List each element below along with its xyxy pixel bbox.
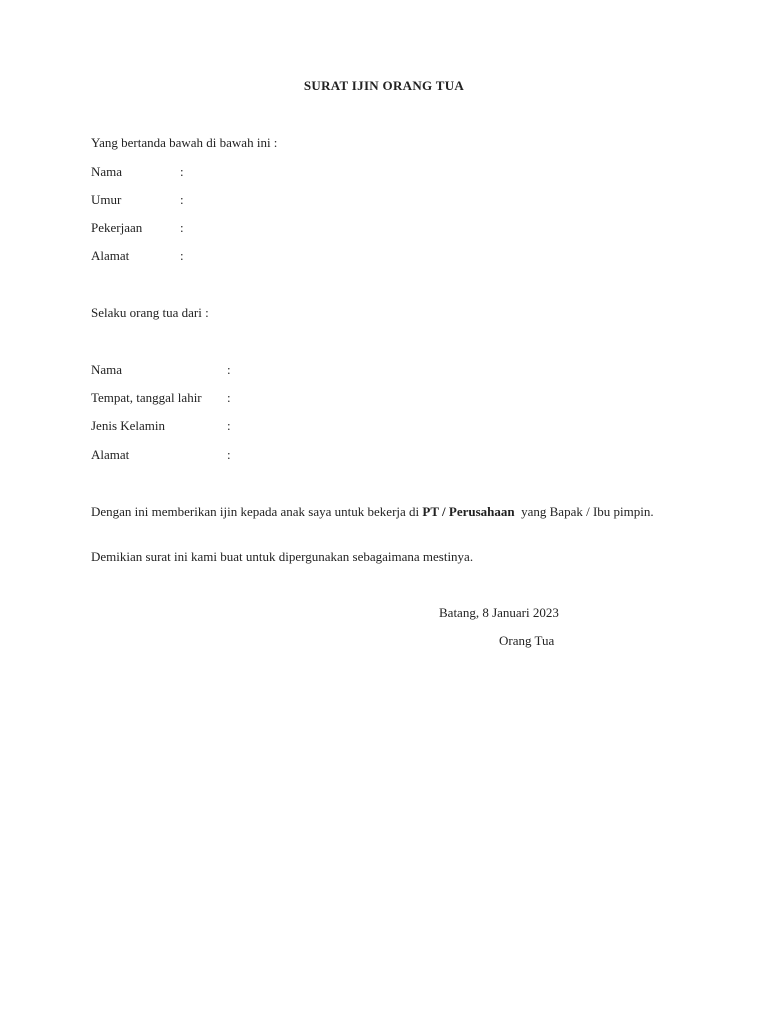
signer-label: Orang Tua — [499, 633, 555, 648]
field-colon: : — [227, 390, 231, 405]
body-text-before: Dengan ini memberikan ijin kepada anak saya untuk bekerja di — [91, 504, 423, 519]
place-date: Batang, 8 Januari 2023 — [439, 605, 559, 620]
field-colon: : — [227, 447, 231, 462]
field-colon: : — [180, 164, 184, 179]
field-colon: : — [180, 220, 184, 235]
child-field-address — [91, 447, 231, 463]
field-colon: : — [180, 192, 184, 207]
closing-paragraph: Demikian surat ini kami buat untuk dipergunakan sebagaimana mestinya. — [91, 549, 474, 564]
child-field-birth — [91, 390, 231, 406]
letter-title: SURAT IJIN ORANG TUA — [303, 78, 465, 93]
field-label: Alamat — [91, 248, 130, 263]
field-colon: : — [227, 362, 231, 377]
field-colon: : — [227, 418, 231, 433]
field-label: Umur — [91, 192, 122, 207]
field-colon: : — [180, 248, 184, 263]
permission-paragraph — [91, 503, 691, 520]
field-label: Pekerjaan — [91, 220, 143, 235]
child-field-name — [91, 362, 231, 378]
field-label: Tempat, tanggal lahir — [91, 390, 202, 405]
child-field-gender — [91, 418, 231, 434]
company-placeholder: PT / Perusahaan — [422, 504, 515, 519]
field-label: Nama — [91, 362, 123, 377]
field-label: Nama — [91, 164, 123, 179]
parent-field-name — [91, 164, 184, 180]
field-label: Alamat — [91, 447, 130, 462]
field-label: Jenis Kelamin — [91, 418, 166, 433]
body-text-after: yang Bapak / Ibu pimpin. — [514, 504, 654, 519]
intro-text: Yang bertanda bawah di bawah ini : — [91, 135, 278, 150]
parent-field-occupation — [91, 220, 184, 236]
parent-field-address — [91, 248, 184, 264]
relation-text: Selaku orang tua dari : — [91, 305, 209, 320]
parent-field-age — [91, 192, 184, 208]
